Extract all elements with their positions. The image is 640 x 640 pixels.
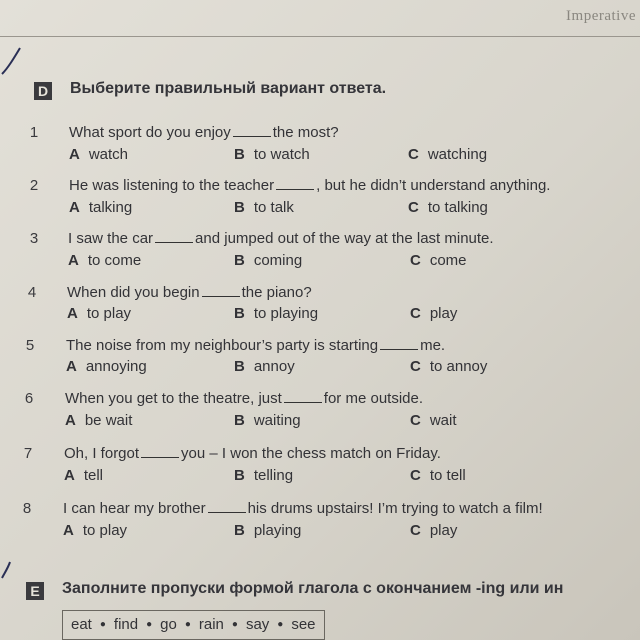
sentence-before: The noise from my neighbour’s party is starting [66, 337, 379, 354]
option-b[interactable]: B to playing [234, 305, 319, 322]
item-sentence [67, 284, 312, 301]
option-a[interactable]: A to play [67, 305, 132, 322]
sentence-after: me. [420, 337, 446, 354]
option-c[interactable]: C come [410, 252, 467, 269]
bullet-icon: ● [231, 619, 238, 631]
option-b[interactable]: B telling [234, 467, 294, 484]
option-b[interactable]: B annoy [234, 358, 295, 375]
item-sentence [68, 230, 494, 247]
sentence-after: the piano? [241, 284, 312, 301]
option-a[interactable]: A be wait [65, 412, 133, 429]
word-bank-item: go [160, 616, 177, 633]
word-bank [62, 610, 325, 640]
option-a[interactable]: A watch [69, 146, 129, 163]
bullet-icon: ● [99, 619, 106, 631]
header-rule [0, 36, 640, 37]
item-number: 2 [29, 177, 39, 194]
option-c[interactable]: C watching [408, 146, 488, 163]
option-c[interactable]: C to tell [410, 467, 466, 484]
bullet-icon: ● [277, 619, 284, 631]
answer-blank[interactable] [233, 124, 271, 137]
item-number: 3 [29, 230, 39, 247]
section-e-title: Заполните пропуски формой глагола с окончанием -ing или ин [62, 580, 564, 597]
option-a[interactable]: A talking [69, 199, 133, 216]
sentence-after: for me outside. [323, 390, 424, 407]
section-d-title: Выберите правильный вариант ответа. [70, 80, 387, 97]
item-number: 1 [29, 124, 39, 141]
word-bank-item: eat [71, 616, 92, 633]
sentence-before: I saw the car [68, 230, 154, 247]
sentence-before: When did you begin [67, 284, 200, 301]
option-b[interactable]: B waiting [234, 412, 301, 429]
sentence-after: , but he didn’t understand anything. [316, 177, 551, 194]
answer-blank[interactable] [380, 337, 418, 350]
sentence-before: Oh, I forgot [64, 445, 140, 462]
item-number: 5 [25, 337, 35, 354]
sentence-after: and jumped out of the way at the last minute. [195, 230, 494, 247]
option-a[interactable]: A annoying [66, 358, 147, 375]
bullet-icon: ● [184, 619, 191, 631]
option-a[interactable]: A tell [64, 467, 104, 484]
item-sentence [66, 337, 445, 354]
answer-blank[interactable] [276, 177, 314, 190]
answer-blank[interactable] [284, 390, 322, 403]
option-c[interactable]: C play [410, 522, 458, 539]
word-bank-item: find [113, 616, 139, 633]
item-number: 4 [27, 284, 37, 301]
option-c[interactable]: C to annoy [410, 358, 488, 375]
option-c[interactable]: C to talking [408, 199, 488, 216]
section-d-badge: D [34, 82, 52, 100]
option-b[interactable]: B coming [234, 252, 303, 269]
bullet-icon: ● [146, 619, 153, 631]
option-b[interactable]: B playing [234, 522, 302, 539]
sentence-before: He was listening to the teacher [69, 177, 275, 194]
sentence-after: the most? [272, 124, 339, 141]
word-bank-item: see [291, 616, 316, 633]
answer-blank[interactable] [141, 445, 179, 458]
section-e-badge: E [26, 582, 44, 600]
sentence-after: his drums upstairs! I’m trying to watch a film! [247, 500, 543, 517]
item-number: 8 [22, 500, 32, 517]
option-c[interactable]: C play [410, 305, 458, 322]
pen-checkmark-icon [0, 44, 24, 80]
option-b[interactable]: B to talk [234, 199, 294, 216]
answer-blank[interactable] [155, 230, 193, 243]
item-sentence [69, 177, 550, 194]
sentence-after: you – I won the chess match on Friday. [181, 445, 441, 462]
item-number: 7 [23, 445, 33, 462]
sentence-before: What sport do you enjoy [69, 124, 231, 141]
running-head: Imperative [566, 8, 636, 24]
word-bank-item: say [245, 616, 270, 633]
item-sentence [69, 124, 339, 141]
sentence-before: I can hear my brother [63, 500, 206, 517]
item-sentence [65, 390, 423, 407]
item-sentence [63, 500, 543, 517]
item-sentence [64, 445, 441, 462]
pen-mark-icon [0, 560, 16, 580]
word-bank-item: rain [198, 616, 224, 633]
answer-blank[interactable] [202, 284, 240, 297]
option-c[interactable]: C wait [410, 412, 457, 429]
answer-blank[interactable] [208, 500, 246, 513]
option-b[interactable]: B to watch [234, 146, 310, 163]
item-number: 6 [24, 390, 34, 407]
sentence-before: When you get to the theatre, just [65, 390, 282, 407]
option-a[interactable]: A to come [68, 252, 142, 269]
option-a[interactable]: A to play [63, 522, 128, 539]
